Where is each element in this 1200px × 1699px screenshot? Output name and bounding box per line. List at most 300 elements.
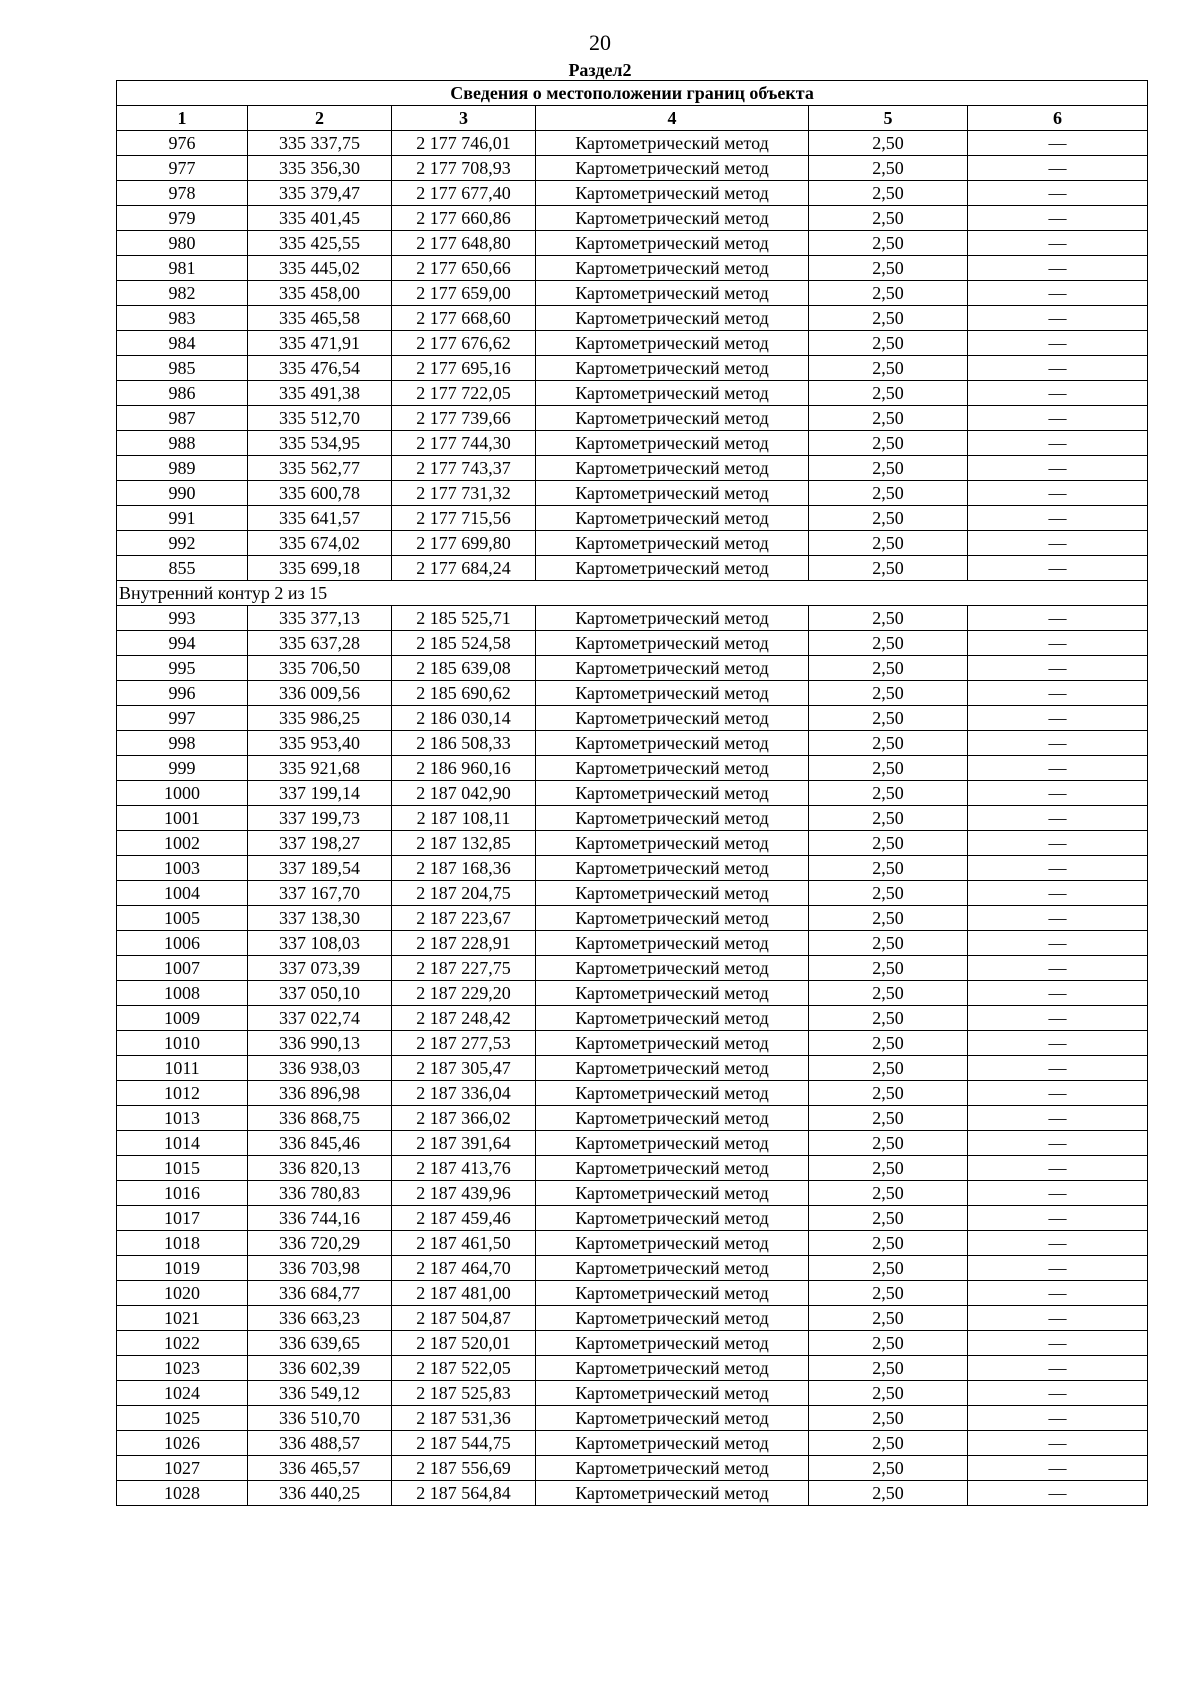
accuracy-cell: 2,50 bbox=[809, 156, 968, 181]
description-cell: — bbox=[968, 481, 1148, 506]
method-cell: Картометрический метод bbox=[536, 931, 809, 956]
table-row bbox=[117, 556, 1148, 581]
point-number-cell: 1021 bbox=[117, 1306, 248, 1331]
method-cell: Картометрический метод bbox=[536, 156, 809, 181]
method-cell: Картометрический метод bbox=[536, 656, 809, 681]
description-cell: — bbox=[968, 131, 1148, 156]
section-title: Раздел2 bbox=[568, 60, 632, 80]
description-cell: — bbox=[968, 631, 1148, 656]
coord-y-cell: 2 187 413,76 bbox=[392, 1156, 536, 1181]
coord-x-cell: 335 356,30 bbox=[248, 156, 392, 181]
point-number-cell: 1000 bbox=[117, 781, 248, 806]
description-cell: — bbox=[968, 406, 1148, 431]
description-cell: — bbox=[968, 1331, 1148, 1356]
method-cell: Картометрический метод bbox=[536, 1206, 809, 1231]
accuracy-cell: 2,50 bbox=[809, 181, 968, 206]
coord-y-cell: 2 177 731,32 bbox=[392, 481, 536, 506]
coord-y-cell: 2 187 544,75 bbox=[392, 1431, 536, 1456]
method-cell: Картометрический метод bbox=[536, 1281, 809, 1306]
coord-x-cell: 335 401,45 bbox=[248, 206, 392, 231]
coord-y-cell: 2 187 556,69 bbox=[392, 1456, 536, 1481]
table-body bbox=[117, 81, 1148, 1506]
point-number-cell: 999 bbox=[117, 756, 248, 781]
coord-x-cell: 336 703,98 bbox=[248, 1256, 392, 1281]
coord-x-cell: 337 073,39 bbox=[248, 956, 392, 981]
coord-y-cell: 2 186 030,14 bbox=[392, 706, 536, 731]
coord-x-cell: 336 602,39 bbox=[248, 1356, 392, 1381]
table-row bbox=[117, 1381, 1148, 1406]
table-row bbox=[117, 1181, 1148, 1206]
method-cell: Картометрический метод bbox=[536, 706, 809, 731]
description-cell: — bbox=[968, 506, 1148, 531]
accuracy-cell: 2,50 bbox=[809, 931, 968, 956]
coord-y-cell: 2 186 508,33 bbox=[392, 731, 536, 756]
description-cell: — bbox=[968, 1356, 1148, 1381]
coord-y-cell: 2 187 336,04 bbox=[392, 1081, 536, 1106]
description-cell: — bbox=[968, 1306, 1148, 1331]
point-number-cell: 1020 bbox=[117, 1281, 248, 1306]
method-cell: Картометрический метод bbox=[536, 731, 809, 756]
point-number-cell: 992 bbox=[117, 531, 248, 556]
point-number-cell: 977 bbox=[117, 156, 248, 181]
accuracy-cell: 2,50 bbox=[809, 631, 968, 656]
coord-y-cell: 2 187 229,20 bbox=[392, 981, 536, 1006]
coord-x-cell: 337 199,14 bbox=[248, 781, 392, 806]
method-cell: Картометрический метод bbox=[536, 756, 809, 781]
table-row bbox=[117, 1056, 1148, 1081]
accuracy-cell: 2,50 bbox=[809, 481, 968, 506]
coord-x-cell: 336 510,70 bbox=[248, 1406, 392, 1431]
table-row bbox=[117, 131, 1148, 156]
coord-y-cell: 2 187 525,83 bbox=[392, 1381, 536, 1406]
description-cell: — bbox=[968, 231, 1148, 256]
coord-x-cell: 336 639,65 bbox=[248, 1331, 392, 1356]
accuracy-cell: 2,50 bbox=[809, 681, 968, 706]
point-number-cell: 986 bbox=[117, 381, 248, 406]
table-row bbox=[117, 681, 1148, 706]
coord-x-cell: 336 845,46 bbox=[248, 1131, 392, 1156]
accuracy-cell: 2,50 bbox=[809, 756, 968, 781]
method-cell: Картометрический метод bbox=[536, 1131, 809, 1156]
table-row bbox=[117, 1431, 1148, 1456]
description-cell: — bbox=[968, 206, 1148, 231]
method-cell: Картометрический метод bbox=[536, 1356, 809, 1381]
method-cell: Картометрический метод bbox=[536, 1231, 809, 1256]
table-row bbox=[117, 606, 1148, 631]
description-cell: — bbox=[968, 981, 1148, 1006]
accuracy-cell: 2,50 bbox=[809, 706, 968, 731]
table-row bbox=[117, 1331, 1148, 1356]
coord-y-cell: 2 187 042,90 bbox=[392, 781, 536, 806]
coord-x-cell: 335 425,55 bbox=[248, 231, 392, 256]
point-number-cell: 1009 bbox=[117, 1006, 248, 1031]
coord-y-cell: 2 185 525,71 bbox=[392, 606, 536, 631]
description-cell: — bbox=[968, 1231, 1148, 1256]
method-cell: Картометрический метод bbox=[536, 881, 809, 906]
table-row bbox=[117, 931, 1148, 956]
accuracy-cell: 2,50 bbox=[809, 256, 968, 281]
method-cell: Картометрический метод bbox=[536, 1431, 809, 1456]
accuracy-cell: 2,50 bbox=[809, 556, 968, 581]
description-cell: — bbox=[968, 331, 1148, 356]
method-cell: Картометрический метод bbox=[536, 331, 809, 356]
coord-x-cell: 336 868,75 bbox=[248, 1106, 392, 1131]
table-row bbox=[117, 206, 1148, 231]
table-row bbox=[117, 1031, 1148, 1056]
accuracy-cell: 2,50 bbox=[809, 806, 968, 831]
point-number-cell: 996 bbox=[117, 681, 248, 706]
coord-y-cell: 2 187 223,67 bbox=[392, 906, 536, 931]
coord-x-cell: 336 488,57 bbox=[248, 1431, 392, 1456]
description-cell: — bbox=[968, 281, 1148, 306]
table-row bbox=[117, 1456, 1148, 1481]
coord-x-cell: 335 491,38 bbox=[248, 381, 392, 406]
table-row bbox=[117, 256, 1148, 281]
table-row bbox=[117, 656, 1148, 681]
point-number-cell: 1025 bbox=[117, 1406, 248, 1431]
description-cell: — bbox=[968, 1406, 1148, 1431]
method-cell: Картометрический метод bbox=[536, 406, 809, 431]
point-number-cell: 855 bbox=[117, 556, 248, 581]
point-number-cell: 982 bbox=[117, 281, 248, 306]
method-cell: Картометрический метод bbox=[536, 431, 809, 456]
method-cell: Картометрический метод bbox=[536, 906, 809, 931]
coord-y-cell: 2 187 132,85 bbox=[392, 831, 536, 856]
method-cell: Картометрический метод bbox=[536, 631, 809, 656]
method-cell: Картометрический метод bbox=[536, 231, 809, 256]
table-row bbox=[117, 956, 1148, 981]
coord-x-cell: 337 138,30 bbox=[248, 906, 392, 931]
method-cell: Картометрический метод bbox=[536, 1456, 809, 1481]
boundary-coordinates-table bbox=[116, 80, 1148, 1506]
coord-y-cell: 2 187 564,84 bbox=[392, 1481, 536, 1506]
table-row bbox=[117, 306, 1148, 331]
column-number: 3 bbox=[392, 106, 536, 131]
point-number-cell: 985 bbox=[117, 356, 248, 381]
description-cell: — bbox=[968, 456, 1148, 481]
accuracy-cell: 2,50 bbox=[809, 731, 968, 756]
coord-y-cell: 2 187 391,64 bbox=[392, 1131, 536, 1156]
description-cell: — bbox=[968, 1381, 1148, 1406]
coord-y-cell: 2 187 464,70 bbox=[392, 1256, 536, 1281]
description-cell: — bbox=[968, 1106, 1148, 1131]
coord-x-cell: 335 986,25 bbox=[248, 706, 392, 731]
coord-x-cell: 336 896,98 bbox=[248, 1081, 392, 1106]
description-cell: — bbox=[968, 906, 1148, 931]
accuracy-cell: 2,50 bbox=[809, 1381, 968, 1406]
accuracy-cell: 2,50 bbox=[809, 506, 968, 531]
point-number-cell: 1016 bbox=[117, 1181, 248, 1206]
table-row bbox=[117, 706, 1148, 731]
method-cell: Картометрический метод bbox=[536, 831, 809, 856]
table-row bbox=[117, 431, 1148, 456]
description-cell: — bbox=[968, 1206, 1148, 1231]
coord-x-cell: 336 549,12 bbox=[248, 1381, 392, 1406]
method-cell: Картометрический метод bbox=[536, 1006, 809, 1031]
description-cell: — bbox=[968, 656, 1148, 681]
table-row bbox=[117, 1356, 1148, 1381]
coord-x-cell: 336 720,29 bbox=[248, 1231, 392, 1256]
table-row bbox=[117, 756, 1148, 781]
coord-x-cell: 337 199,73 bbox=[248, 806, 392, 831]
accuracy-cell: 2,50 bbox=[809, 1206, 968, 1231]
table-row bbox=[117, 1481, 1148, 1506]
method-cell: Картометрический метод bbox=[536, 1056, 809, 1081]
coord-x-cell: 337 167,70 bbox=[248, 881, 392, 906]
method-cell: Картометрический метод bbox=[536, 806, 809, 831]
point-number-cell: 976 bbox=[117, 131, 248, 156]
method-cell: Картометрический метод bbox=[536, 1181, 809, 1206]
accuracy-cell: 2,50 bbox=[809, 1156, 968, 1181]
method-cell: Картометрический метод bbox=[536, 1481, 809, 1506]
method-cell: Картометрический метод bbox=[536, 681, 809, 706]
point-number-cell: 1007 bbox=[117, 956, 248, 981]
coord-x-cell: 335 953,40 bbox=[248, 731, 392, 756]
coord-y-cell: 2 177 746,01 bbox=[392, 131, 536, 156]
accuracy-cell: 2,50 bbox=[809, 856, 968, 881]
description-cell: — bbox=[968, 1256, 1148, 1281]
coord-y-cell: 2 187 228,91 bbox=[392, 931, 536, 956]
coord-y-cell: 2 177 677,40 bbox=[392, 181, 536, 206]
point-number-cell: 1005 bbox=[117, 906, 248, 931]
coord-y-cell: 2 177 659,00 bbox=[392, 281, 536, 306]
table-row bbox=[117, 231, 1148, 256]
coord-y-cell: 2 187 461,50 bbox=[392, 1231, 536, 1256]
accuracy-cell: 2,50 bbox=[809, 656, 968, 681]
table-row bbox=[117, 1156, 1148, 1181]
point-number-cell: 991 bbox=[117, 506, 248, 531]
coord-x-cell: 335 637,28 bbox=[248, 631, 392, 656]
table-row bbox=[117, 1406, 1148, 1431]
table-row bbox=[117, 331, 1148, 356]
accuracy-cell: 2,50 bbox=[809, 231, 968, 256]
coord-y-cell: 2 186 960,16 bbox=[392, 756, 536, 781]
coord-x-cell: 337 022,74 bbox=[248, 1006, 392, 1031]
coord-y-cell: 2 177 722,05 bbox=[392, 381, 536, 406]
coord-y-cell: 2 177 668,60 bbox=[392, 306, 536, 331]
point-number-cell: 988 bbox=[117, 431, 248, 456]
column-number: 1 bbox=[117, 106, 248, 131]
point-number-cell: 1010 bbox=[117, 1031, 248, 1056]
table-row bbox=[117, 806, 1148, 831]
accuracy-cell: 2,50 bbox=[809, 531, 968, 556]
coord-x-cell: 336 990,13 bbox=[248, 1031, 392, 1056]
point-number-cell: 1014 bbox=[117, 1131, 248, 1156]
coord-y-cell: 2 187 522,05 bbox=[392, 1356, 536, 1381]
accuracy-cell: 2,50 bbox=[809, 1281, 968, 1306]
table-row bbox=[117, 1231, 1148, 1256]
table-row bbox=[117, 906, 1148, 931]
point-number-cell: 1026 bbox=[117, 1431, 248, 1456]
description-cell: — bbox=[968, 1456, 1148, 1481]
description-cell: — bbox=[968, 1006, 1148, 1031]
accuracy-cell: 2,50 bbox=[809, 981, 968, 1006]
point-number-cell: 1028 bbox=[117, 1481, 248, 1506]
method-cell: Картометрический метод bbox=[536, 1256, 809, 1281]
method-cell: Картометрический метод bbox=[536, 856, 809, 881]
accuracy-cell: 2,50 bbox=[809, 781, 968, 806]
table-row bbox=[117, 481, 1148, 506]
accuracy-cell: 2,50 bbox=[809, 331, 968, 356]
point-number-cell: 984 bbox=[117, 331, 248, 356]
coord-x-cell: 335 512,70 bbox=[248, 406, 392, 431]
description-cell: — bbox=[968, 681, 1148, 706]
accuracy-cell: 2,50 bbox=[809, 881, 968, 906]
accuracy-cell: 2,50 bbox=[809, 1056, 968, 1081]
description-cell: — bbox=[968, 356, 1148, 381]
point-number-cell: 998 bbox=[117, 731, 248, 756]
accuracy-cell: 2,50 bbox=[809, 1231, 968, 1256]
coord-y-cell: 2 177 744,30 bbox=[392, 431, 536, 456]
description-cell: — bbox=[968, 881, 1148, 906]
point-number-cell: 1011 bbox=[117, 1056, 248, 1081]
accuracy-cell: 2,50 bbox=[809, 431, 968, 456]
description-cell: — bbox=[968, 1156, 1148, 1181]
method-cell: Картометрический метод bbox=[536, 356, 809, 381]
method-cell: Картометрический метод bbox=[536, 606, 809, 631]
method-cell: Картометрический метод bbox=[536, 1031, 809, 1056]
method-cell: Картометрический метод bbox=[536, 306, 809, 331]
coord-x-cell: 336 465,57 bbox=[248, 1456, 392, 1481]
point-number-cell: 1006 bbox=[117, 931, 248, 956]
column-number: 4 bbox=[536, 106, 809, 131]
coord-y-cell: 2 177 739,66 bbox=[392, 406, 536, 431]
accuracy-cell: 2,50 bbox=[809, 956, 968, 981]
table-row bbox=[117, 1281, 1148, 1306]
accuracy-cell: 2,50 bbox=[809, 1256, 968, 1281]
description-cell: — bbox=[968, 181, 1148, 206]
method-cell: Картометрический метод bbox=[536, 981, 809, 1006]
description-cell: — bbox=[968, 731, 1148, 756]
coord-x-cell: 335 534,95 bbox=[248, 431, 392, 456]
table-row bbox=[117, 1131, 1148, 1156]
table-row bbox=[117, 456, 1148, 481]
point-number-cell: 1017 bbox=[117, 1206, 248, 1231]
accuracy-cell: 2,50 bbox=[809, 1406, 968, 1431]
table-caption-row bbox=[117, 81, 1148, 106]
accuracy-cell: 2,50 bbox=[809, 1181, 968, 1206]
table-row bbox=[117, 406, 1148, 431]
accuracy-cell: 2,50 bbox=[809, 1481, 968, 1506]
table-row bbox=[117, 856, 1148, 881]
accuracy-cell: 2,50 bbox=[809, 606, 968, 631]
accuracy-cell: 2,50 bbox=[809, 281, 968, 306]
point-number-cell: 980 bbox=[117, 231, 248, 256]
table-row bbox=[117, 1106, 1148, 1131]
point-number-cell: 990 bbox=[117, 481, 248, 506]
coord-x-cell: 335 465,58 bbox=[248, 306, 392, 331]
description-cell: — bbox=[968, 706, 1148, 731]
point-number-cell: 989 bbox=[117, 456, 248, 481]
table-row bbox=[117, 831, 1148, 856]
point-number-cell: 1022 bbox=[117, 1331, 248, 1356]
method-cell: Картометрический метод bbox=[536, 956, 809, 981]
table-row bbox=[117, 781, 1148, 806]
method-cell: Картометрический метод bbox=[536, 556, 809, 581]
coord-x-cell: 335 641,57 bbox=[248, 506, 392, 531]
accuracy-cell: 2,50 bbox=[809, 1356, 968, 1381]
coord-y-cell: 2 177 695,16 bbox=[392, 356, 536, 381]
table-row bbox=[117, 281, 1148, 306]
coord-y-cell: 2 187 277,53 bbox=[392, 1031, 536, 1056]
coord-y-cell: 2 187 227,75 bbox=[392, 956, 536, 981]
coord-y-cell: 2 187 520,01 bbox=[392, 1331, 536, 1356]
column-number: 6 bbox=[968, 106, 1148, 131]
accuracy-cell: 2,50 bbox=[809, 1131, 968, 1156]
description-cell: — bbox=[968, 1056, 1148, 1081]
point-number-cell: 1008 bbox=[117, 981, 248, 1006]
point-number-cell: 978 bbox=[117, 181, 248, 206]
description-cell: — bbox=[968, 1431, 1148, 1456]
method-cell: Картометрический метод bbox=[536, 456, 809, 481]
accuracy-cell: 2,50 bbox=[809, 1306, 968, 1331]
point-number-cell: 983 bbox=[117, 306, 248, 331]
coord-y-cell: 2 185 524,58 bbox=[392, 631, 536, 656]
description-cell: — bbox=[968, 256, 1148, 281]
point-number-cell: 1024 bbox=[117, 1381, 248, 1406]
description-cell: — bbox=[968, 606, 1148, 631]
coord-y-cell: 2 187 504,87 bbox=[392, 1306, 536, 1331]
accuracy-cell: 2,50 bbox=[809, 1031, 968, 1056]
method-cell: Картометрический метод bbox=[536, 1381, 809, 1406]
method-cell: Картометрический метод bbox=[536, 281, 809, 306]
point-number-cell: 979 bbox=[117, 206, 248, 231]
accuracy-cell: 2,50 bbox=[809, 1081, 968, 1106]
coord-x-cell: 336 820,13 bbox=[248, 1156, 392, 1181]
accuracy-cell: 2,50 bbox=[809, 406, 968, 431]
coord-y-cell: 2 185 690,62 bbox=[392, 681, 536, 706]
coord-x-cell: 336 684,77 bbox=[248, 1281, 392, 1306]
table-row bbox=[117, 156, 1148, 181]
point-number-cell: 1002 bbox=[117, 831, 248, 856]
point-number-cell: 1019 bbox=[117, 1256, 248, 1281]
description-cell: — bbox=[968, 431, 1148, 456]
description-cell: — bbox=[968, 156, 1148, 181]
coord-x-cell: 335 337,75 bbox=[248, 131, 392, 156]
coord-x-cell: 335 458,00 bbox=[248, 281, 392, 306]
point-number-cell: 1001 bbox=[117, 806, 248, 831]
coord-y-cell: 2 187 459,46 bbox=[392, 1206, 536, 1231]
method-cell: Картометрический метод bbox=[536, 1406, 809, 1431]
description-cell: — bbox=[968, 781, 1148, 806]
coord-y-cell: 2 187 108,11 bbox=[392, 806, 536, 831]
point-number-cell: 1012 bbox=[117, 1081, 248, 1106]
coord-x-cell: 335 921,68 bbox=[248, 756, 392, 781]
coord-y-cell: 2 187 481,00 bbox=[392, 1281, 536, 1306]
table-row bbox=[117, 531, 1148, 556]
point-number-cell: 994 bbox=[117, 631, 248, 656]
table-row bbox=[117, 1081, 1148, 1106]
coord-x-cell: 335 471,91 bbox=[248, 331, 392, 356]
method-cell: Картометрический метод bbox=[536, 506, 809, 531]
description-cell: — bbox=[968, 556, 1148, 581]
description-cell: — bbox=[968, 931, 1148, 956]
accuracy-cell: 2,50 bbox=[809, 131, 968, 156]
accuracy-cell: 2,50 bbox=[809, 456, 968, 481]
description-cell: — bbox=[968, 831, 1148, 856]
point-number-cell: 1015 bbox=[117, 1156, 248, 1181]
coord-y-cell: 2 177 648,80 bbox=[392, 231, 536, 256]
table-row bbox=[117, 1306, 1148, 1331]
description-cell: — bbox=[968, 806, 1148, 831]
point-number-cell: 981 bbox=[117, 256, 248, 281]
coord-y-cell: 2 177 743,37 bbox=[392, 456, 536, 481]
method-cell: Картометрический метод bbox=[536, 1081, 809, 1106]
coord-x-cell: 335 674,02 bbox=[248, 531, 392, 556]
table-row bbox=[117, 881, 1148, 906]
coord-y-cell: 2 177 715,56 bbox=[392, 506, 536, 531]
method-cell: Картометрический метод bbox=[536, 1156, 809, 1181]
